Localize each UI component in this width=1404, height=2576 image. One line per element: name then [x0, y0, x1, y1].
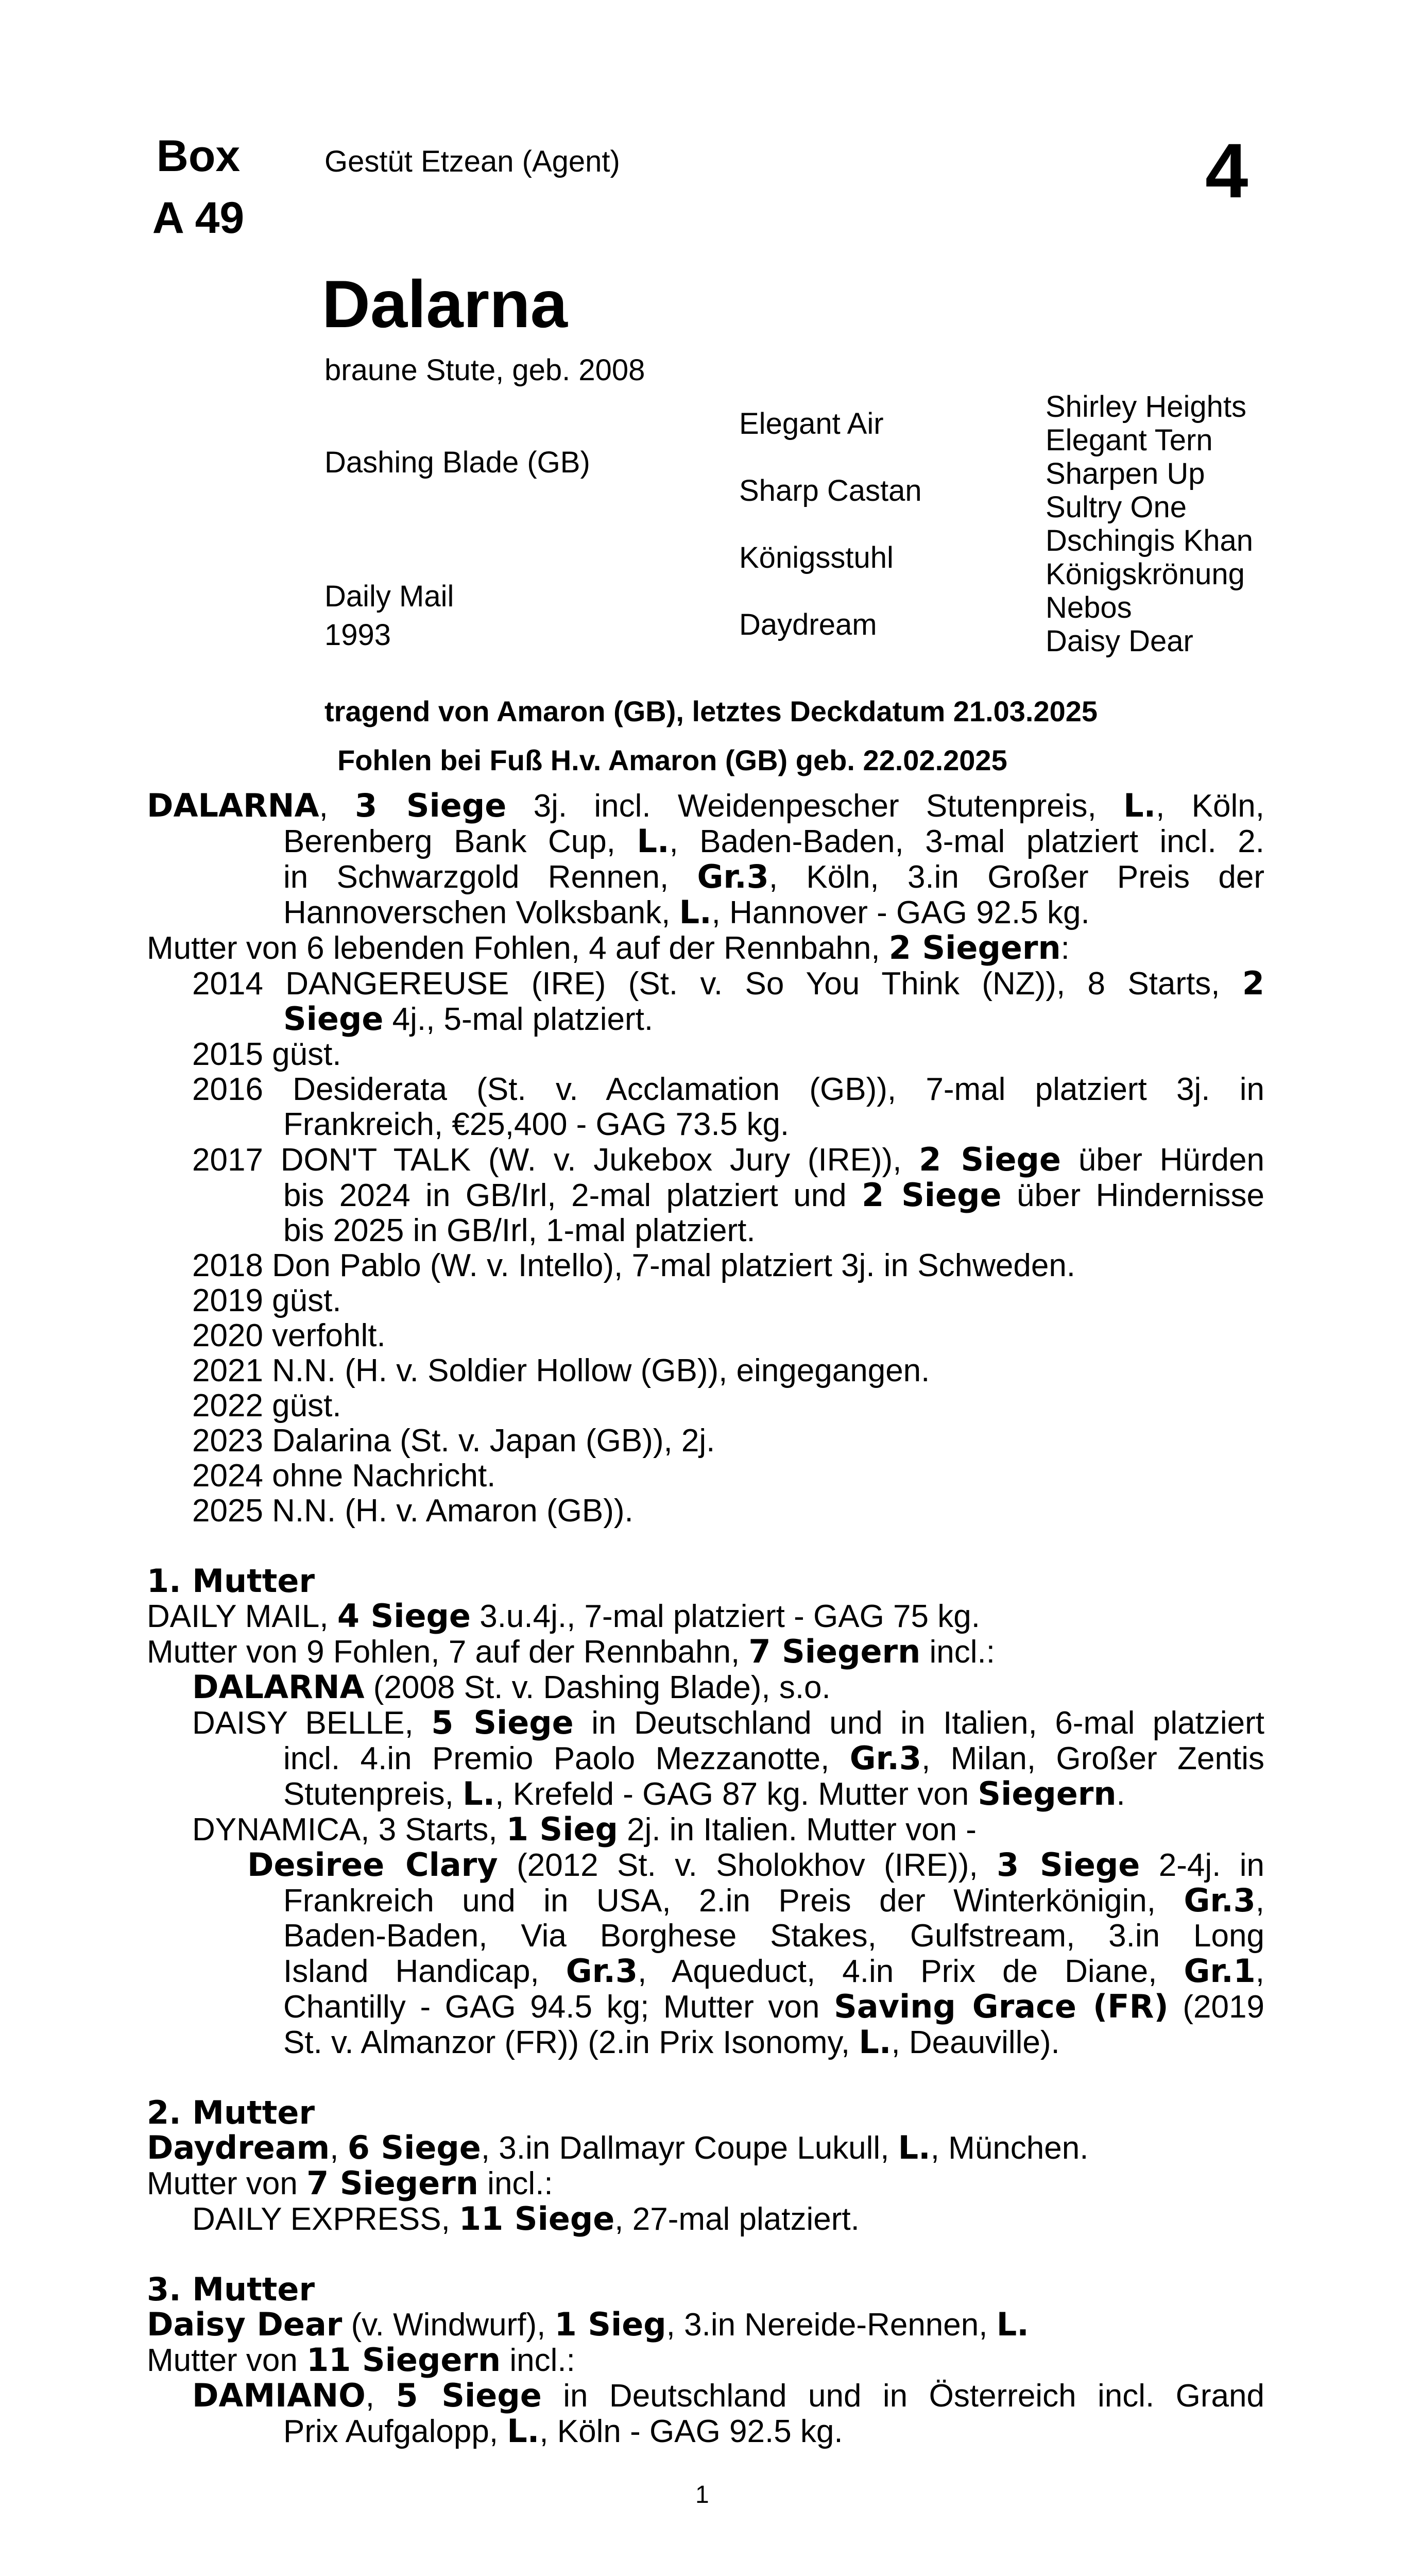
dam-record: Daydream, 6 Siege, 3.in Dallmayr Coupe Lukull, L., München.: [147, 2129, 1089, 2166]
race-record-line: DALARNA, 3 Siege 3j. incl. Weidenpescher Stutenpreis, L., Köln,: [147, 787, 1264, 824]
produce-entry: Stutenpreis, L., Krefeld - GAG 87 kg. Mutter von Siegern.: [283, 1775, 1125, 1812]
box-number: A 49: [152, 193, 245, 243]
produce-intro: Mutter von 6 lebenden Fohlen, 4 auf der Rennbahn, 2 Siegern:: [147, 929, 1070, 967]
box-label: Box: [156, 131, 241, 181]
produce-entry: 2016 Desiderata (St. v. Acclamation (GB)), 7-mal platziert 3j. in: [192, 1072, 1264, 1107]
race-record-line: Hannoverschen Volksbank, L., Hannover - GAG 92.5 kg.: [283, 893, 1090, 931]
pedigree-great-grandparent: Königskrönung: [1046, 557, 1245, 591]
produce-entry: Chantilly - GAG 94.5 kg; Mutter von Saving Grace (FR) (2019: [283, 1988, 1264, 2025]
produce-entry: 2018 Don Pablo (W. v. Intello), 7-mal platziert 3j. in Schweden.: [192, 1248, 1076, 1283]
produce-entry: Frankreich und in USA, 2.in Preis der Winterkönigin, Gr.3,: [283, 1882, 1264, 1919]
produce-entry: DAISY BELLE, 5 Siege in Deutschland und in Italien, 6-mal platziert: [192, 1704, 1264, 1741]
produce-entry: 2014 DANGEREUSE (IRE) (St. v. So You Think (NZ)), 8 Starts, 2: [192, 964, 1264, 1002]
lot-number: 4: [1205, 127, 1248, 214]
produce-entry: Island Handicap, Gr.3, Aqueduct, 4.in Prix de Diane, Gr.1,: [283, 1952, 1264, 1990]
seller-name: Gestüt Etzean (Agent): [324, 145, 620, 178]
dam-produce: Mutter von 11 Siegern incl.:: [147, 2341, 575, 2379]
pedigree-dam: Daily Mail: [324, 580, 454, 613]
produce-entry: incl. 4.in Premio Paolo Mezzanotte, Gr.3, Milan, Großer Zentis: [283, 1739, 1264, 1777]
produce-entry: Prix Aufgalopp, L., Köln - GAG 92.5 kg.: [283, 2412, 843, 2450]
produce-entry: Frankreich, €25,400 - GAG 73.5 kg.: [283, 1107, 790, 1142]
produce-entry: 2023 Dalarina (St. v. Japan (GB)), 2j.: [192, 1423, 715, 1459]
pedigree-grandparent: Elegant Air: [739, 407, 884, 440]
produce-entry: St. v. Almanzor (FR)) (2.in Prix Isonomy, L., Deauville).: [283, 2023, 1060, 2061]
dam-produce: Mutter von 9 Fohlen, 7 auf der Rennbahn, 7 Siegern incl.:: [147, 1633, 995, 1670]
produce-entry: 2024 ohne Nachricht.: [192, 1458, 496, 1494]
pedigree-great-grandparent: Sharpen Up: [1046, 457, 1205, 490]
pedigree-grandparent: Daydream: [739, 608, 877, 641]
produce-entry: 2025 N.N. (H. v. Amaron (GB)).: [192, 1493, 633, 1529]
produce-entry: DYNAMICA, 3 Starts, 1 Sieg 2j. in Italien. Mutter von -: [192, 1810, 977, 1848]
produce-entry: Desiree Clary (2012 St. v. Sholokhov (IRE)), 3 Siege 2-4j. in: [247, 1846, 1264, 1884]
produce-entry: 2020 verfohlt.: [192, 1318, 386, 1353]
pedigree-great-grandparent: Sultry One: [1046, 490, 1187, 524]
produce-entry: Baden-Baden, Via Borghese Stakes, Gulfstream, 3.in Long: [283, 1918, 1264, 1954]
horse-name: Dalarna: [322, 266, 568, 342]
covering-note: tragend von Amaron (GB), letztes Deckdatum 21.03.2025: [324, 695, 1098, 727]
horse-description: braune Stute, geb. 2008: [324, 353, 645, 387]
produce-entry: 2019 güst.: [192, 1283, 341, 1318]
pedigree-grandparent: Sharp Castan: [739, 474, 922, 507]
race-record-line: in Schwarzgold Rennen, Gr.3, Köln, 3.in Großer Preis der: [283, 858, 1265, 895]
produce-entry: 2017 DON'T TALK (W. v. Jukebox Jury (IRE)), 2 Siege über Hürden: [192, 1141, 1265, 1178]
race-record-line: Berenberg Bank Cup, L., Baden-Baden, 3-mal platziert incl. 2.: [283, 822, 1264, 860]
produce-entry: DALARNA (2008 St. v. Dashing Blade), s.o.: [192, 1668, 831, 1706]
section-heading: 1. Mutter: [147, 1562, 315, 1600]
pedigree-sire: Dashing Blade (GB): [324, 446, 590, 479]
page-number: 1: [695, 2481, 709, 2509]
produce-entry: 2015 güst.: [192, 1037, 341, 1072]
produce-entry: 2021 N.N. (H. v. Soldier Hollow (GB)), eingegangen.: [192, 1353, 930, 1388]
produce-entry: DAMIANO, 5 Siege in Deutschland und in Österreich incl. Grand: [192, 2377, 1265, 2414]
produce-entry: 2022 güst.: [192, 1388, 341, 1423]
section-heading: 3. Mutter: [147, 2270, 315, 2308]
foal-at-foot-note: Fohlen bei Fuß H.v. Amaron (GB) geb. 22.02.2025: [337, 744, 1007, 776]
pedigree-grandparent: Königsstuhl: [739, 541, 894, 574]
pedigree-great-grandparent: Shirley Heights: [1046, 390, 1247, 423]
pedigree-great-grandparent: Elegant Tern: [1046, 423, 1213, 457]
produce-entry: bis 2024 in GB/Irl, 2-mal platziert und 2 Siege über Hindernisse: [283, 1176, 1264, 1214]
dam-produce: Mutter von 7 Siegern incl.:: [147, 2164, 553, 2202]
dam-record: DAILY MAIL, 4 Siege 3.u.4j., 7-mal platziert - GAG 75 kg.: [147, 1597, 980, 1635]
section-heading: 2. Mutter: [147, 2094, 315, 2131]
catalogue-text: [147, 788, 1264, 2449]
produce-entry: bis 2025 in GB/Irl, 1-mal platziert.: [283, 1213, 756, 1248]
pedigree-great-grandparent: Nebos: [1046, 591, 1132, 624]
pedigree-great-grandparent: Dschingis Khan: [1046, 524, 1253, 557]
pedigree-great-grandparent: Daisy Dear: [1046, 624, 1193, 658]
dam-record: Daisy Dear (v. Windwurf), 1 Sieg, 3.in Nereide-Rennen, L.: [147, 2306, 1029, 2343]
produce-entry: Siege 4j., 5-mal platziert.: [283, 1000, 654, 1038]
produce-entry: DAILY EXPRESS, 11 Siege, 27-mal platziert.: [192, 2200, 860, 2238]
pedigree-dam-year: 1993: [324, 618, 391, 652]
